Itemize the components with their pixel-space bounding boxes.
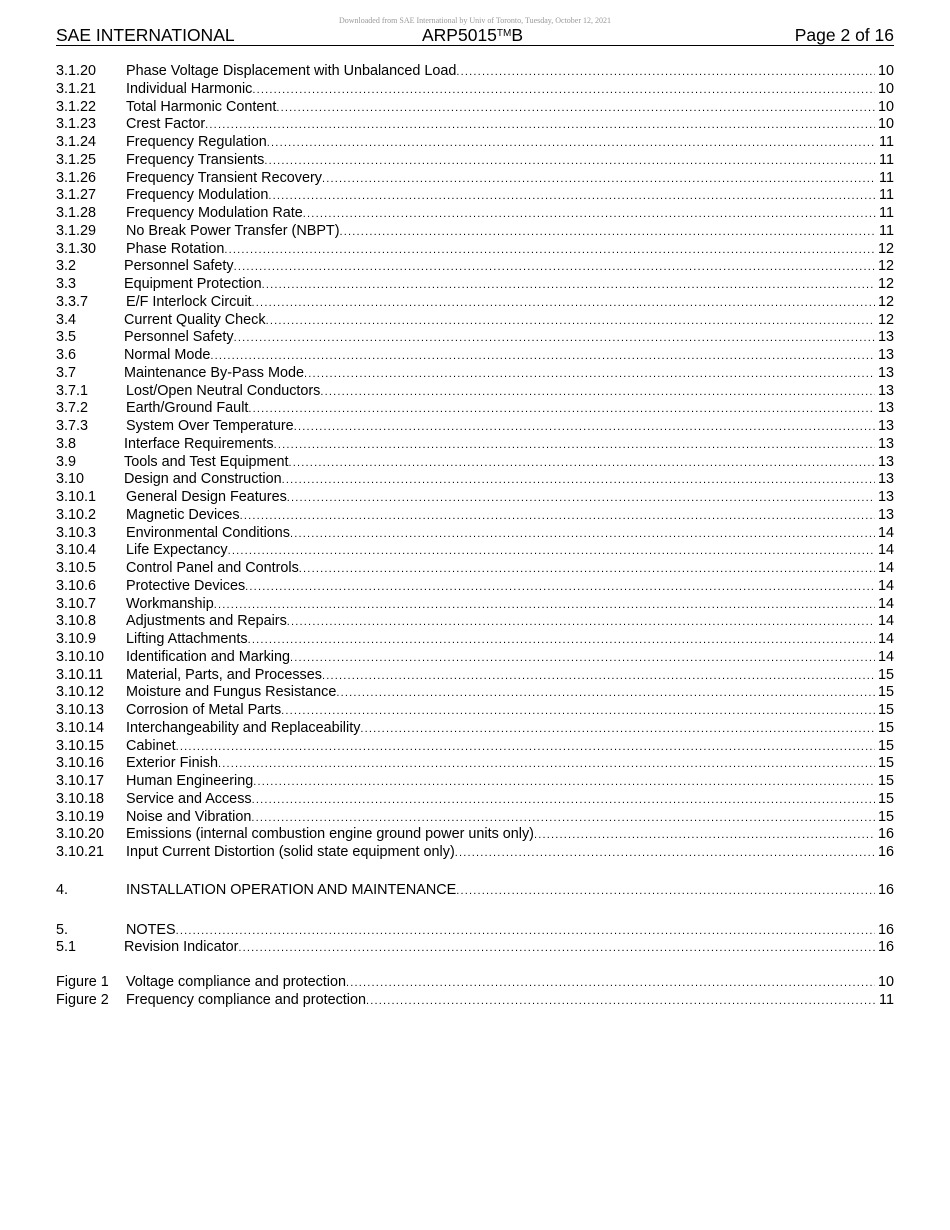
toc-entry-title: Equipment Protection (124, 276, 262, 292)
toc-entry-page: 16 (877, 826, 894, 843)
toc-entry-title: Phase Rotation (126, 240, 225, 257)
toc-entry-number: 3.1.25 (56, 151, 97, 168)
toc-entry-number: 3.1.24 (56, 134, 97, 150)
toc-entry-number: 3.10.12 (56, 684, 105, 701)
toc-entry-title: Frequency Modulation Rate (126, 205, 303, 221)
toc-entry-title: Environmental Conditions (126, 524, 290, 541)
toc-entry-number: 3.1.22 (56, 98, 97, 115)
toc-entry-page: 10 (877, 116, 894, 133)
toc-entry[interactable] (56, 312, 894, 330)
toc-entry-number: 3.10.20 (56, 826, 105, 843)
toc-entry-page: 11 (879, 222, 894, 239)
dot-leader (456, 64, 875, 82)
toc-entry-page: 14 (877, 595, 894, 612)
table-of-contents (56, 63, 894, 1010)
toc-entry-number: 3.1.20 (56, 63, 97, 79)
dot-leader (267, 135, 876, 153)
toc-entry-page: 13 (877, 435, 894, 452)
toc-entry-page: 12 (877, 276, 894, 292)
toc-entry[interactable] (56, 596, 894, 614)
toc-entry-title: Lost/Open Neutral Conductors (126, 382, 321, 399)
toc-entry-number: 3.7.1 (56, 382, 89, 399)
toc-entry[interactable] (56, 791, 894, 809)
trademark-mark: TM (496, 28, 512, 39)
dot-leader (294, 419, 875, 437)
toc-entry[interactable] (56, 116, 894, 134)
toc-entry-title: Revision Indicator (124, 939, 239, 956)
dot-leader (287, 614, 875, 632)
dot-leader (456, 883, 875, 901)
toc-entry-page: 14 (877, 577, 894, 594)
dot-leader (205, 117, 875, 135)
toc-entry-title: INSTALLATION OPERATION AND MAINTENANCE (126, 881, 457, 898)
toc-entry-title: General Design Features (126, 489, 287, 505)
toc-entry-title: NOTES (126, 921, 176, 938)
toc-entry-number: 3.1.26 (56, 169, 97, 186)
toc-entry[interactable] (56, 436, 894, 454)
toc-entry-title: Personnel Safety (124, 329, 234, 346)
toc-entry-number: 3.10.11 (56, 666, 103, 683)
toc-entry-number: 3.10.21 (56, 844, 105, 860)
toc-entry-number: 3.10.9 (56, 631, 97, 647)
dot-leader (218, 756, 875, 774)
toc-entry-title: Phase Voltage Displacement with Unbalanced Load (126, 63, 457, 79)
toc-entry[interactable] (56, 684, 894, 702)
dot-leader (268, 188, 876, 206)
toc-entry-page: 15 (877, 790, 894, 807)
toc-entry-number: 3.10.2 (56, 506, 97, 523)
toc-entry-title: Earth/Ground Fault (126, 400, 249, 417)
toc-entry-number: 3.1.30 (56, 240, 97, 257)
toc-entry-number: 3.5 (56, 329, 77, 346)
toc-entry[interactable] (56, 383, 894, 401)
toc-entry-page: 13 (877, 471, 894, 488)
dot-leader (287, 490, 875, 508)
toc-entry-number: 3.10.10 (56, 648, 105, 665)
toc-entry-title: Human Engineering (126, 773, 254, 789)
toc-entry-page: 15 (877, 773, 894, 789)
toc-entry-number: 3.10.1 (56, 489, 97, 505)
toc-entry[interactable] (56, 170, 894, 188)
toc-entry[interactable] (56, 507, 894, 525)
toc-entry[interactable] (56, 702, 894, 720)
toc-entry-page: 15 (877, 702, 894, 718)
toc-entry[interactable] (56, 471, 894, 489)
toc-entry-page: 13 (877, 347, 894, 363)
toc-entry-number: 3.10.19 (56, 808, 105, 825)
toc-entry-page: 12 (877, 258, 894, 275)
toc-entry-number: 3.1.23 (56, 116, 97, 133)
section-spacer (56, 862, 894, 882)
toc-entry[interactable] (56, 613, 894, 631)
toc-entry-page: 15 (877, 755, 894, 772)
dot-leader (251, 810, 875, 828)
toc-entry-page: 11 (879, 169, 894, 186)
toc-entry[interactable] (56, 258, 894, 276)
toc-entry-page: 14 (877, 542, 894, 559)
toc-entry-page: 11 (879, 991, 894, 1008)
toc-entry-page: 14 (877, 560, 894, 576)
toc-entry-number: 3.7 (56, 364, 77, 381)
toc-entry-title: Emissions (internal combustion engine ground power units only) (126, 826, 534, 843)
toc-entry-page: 15 (877, 684, 894, 701)
toc-entry-page: 15 (877, 666, 894, 683)
dot-leader (274, 437, 875, 455)
download-watermark: Downloaded from SAE International by Univ of Toronto, Tuesday, October 12, 2021 (338, 16, 612, 25)
toc-entry-title: Frequency Transients (126, 151, 265, 168)
toc-entry-title: Adjustments and Repairs (126, 613, 287, 630)
toc-entry-page: 10 (877, 974, 894, 990)
toc-entry-number: 3.10 (56, 471, 85, 488)
document-number: ARP5015™B (422, 25, 524, 45)
toc-entry-page: 14 (877, 631, 894, 647)
toc-entry[interactable] (56, 560, 894, 578)
toc-entry[interactable] (56, 542, 894, 560)
toc-entry[interactable] (56, 578, 894, 596)
toc-entry-title: Personnel Safety (124, 258, 234, 275)
dot-leader (252, 792, 875, 810)
toc-entry-number: 3.1.21 (56, 80, 97, 97)
toc-entry-title: Frequency Regulation (126, 134, 267, 150)
toc-entry-page: 11 (879, 205, 894, 221)
toc-entry-number: 3.6 (56, 347, 77, 363)
dot-leader (346, 975, 875, 993)
toc-entry[interactable] (56, 939, 894, 957)
toc-entry[interactable] (56, 667, 894, 685)
toc-entry[interactable] (56, 205, 894, 223)
toc-entry-title: Maintenance By-Pass Mode (124, 364, 304, 381)
dot-leader (276, 100, 875, 118)
toc-entry-number: Figure 2 (56, 991, 109, 1008)
toc-entry-number: 3.1.28 (56, 205, 97, 221)
toc-entry[interactable] (56, 223, 894, 241)
toc-entry-title: No Break Power Transfer (NBPT) (126, 222, 340, 239)
toc-entry-number: 3.10.15 (56, 737, 105, 754)
toc-entry-number: 3.3.7 (56, 293, 89, 310)
dot-leader (281, 703, 875, 721)
toc-entry[interactable] (56, 844, 894, 862)
toc-entry-page: 12 (877, 293, 894, 310)
page-indicator: Page 2 of 16 (794, 25, 894, 45)
toc-entry-title: Service and Access (126, 790, 252, 807)
toc-entry-title: Cabinet (126, 737, 176, 754)
dot-leader (234, 330, 875, 348)
toc-entry-title: Total Harmonic Content (126, 98, 277, 115)
toc-entry[interactable] (56, 99, 894, 117)
toc-entry-number: 3.10.4 (56, 542, 97, 559)
toc-entry-page: 11 (879, 187, 894, 204)
toc-entry-number: 3.10.17 (56, 773, 105, 789)
dot-leader (176, 739, 875, 757)
dot-leader (455, 845, 875, 863)
toc-entry-page: 16 (877, 881, 894, 898)
toc-entry-number: 3.7.2 (56, 400, 89, 417)
section-spacer (56, 957, 894, 974)
toc-entry-page: 14 (877, 648, 894, 665)
toc-entry-number: 3.1.27 (56, 187, 97, 204)
org-name: SAE INTERNATIONAL (56, 25, 235, 45)
toc-entry[interactable] (56, 826, 894, 844)
toc-entry-page: 16 (877, 921, 894, 938)
toc-entry-title: Magnetic Devices (126, 506, 240, 523)
toc-entry-page: 13 (877, 329, 894, 346)
toc-entry[interactable] (56, 489, 894, 507)
toc-entry-number: Figure 1 (56, 974, 109, 990)
toc-entry-number: 3.10.3 (56, 524, 97, 541)
toc-entry-page: 10 (877, 98, 894, 115)
toc-entry-title: Protective Devices (126, 577, 246, 594)
toc-entry[interactable] (56, 922, 894, 940)
toc-entry-number: 3.2 (56, 258, 77, 275)
dot-leader (228, 543, 875, 561)
dot-leader (282, 472, 875, 490)
toc-entry[interactable] (56, 134, 894, 152)
dot-leader (210, 348, 875, 366)
toc-entry-title: Corrosion of Metal Parts (126, 702, 282, 718)
toc-entry-page: 16 (877, 844, 894, 860)
toc-entry-title: Current Quality Check (124, 311, 266, 328)
toc-entry[interactable] (56, 329, 894, 347)
toc-entry-number: 3.10.13 (56, 702, 105, 718)
dot-leader (253, 774, 875, 792)
toc-entry-title: Frequency Transient Recovery (126, 169, 322, 186)
toc-entry-page: 13 (877, 506, 894, 523)
toc-entry[interactable] (56, 241, 894, 259)
toc-entry[interactable] (56, 187, 894, 205)
dot-leader (248, 401, 875, 419)
dot-leader (290, 650, 875, 668)
toc-entry[interactable] (56, 720, 894, 738)
toc-entry-number: 3.10.6 (56, 577, 97, 594)
dot-leader (320, 384, 875, 402)
toc-entry-number: 3.7.3 (56, 418, 89, 434)
dot-leader (340, 224, 877, 242)
section-spacer (56, 900, 894, 922)
toc-entry[interactable] (56, 454, 894, 472)
toc-entry-title: System Over Temperature (126, 418, 294, 434)
toc-entry-title: Life Expectancy (126, 542, 228, 559)
dot-leader (336, 685, 875, 703)
toc-entry-number: 3.9 (56, 453, 77, 470)
dot-leader (322, 668, 875, 686)
dot-leader (262, 277, 875, 295)
toc-entry[interactable] (56, 773, 894, 791)
toc-entry-number: 4. (56, 881, 69, 898)
dot-leader (534, 827, 875, 845)
toc-entry-number: 3.10.14 (56, 719, 105, 736)
dot-leader (248, 632, 875, 650)
toc-entry-number: 5.1 (56, 939, 77, 956)
toc-entry-title: Control Panel and Controls (126, 560, 299, 576)
dot-leader (234, 259, 875, 277)
toc-entry-page: 13 (877, 364, 894, 381)
toc-entry[interactable] (56, 365, 894, 383)
toc-entry-page: 12 (877, 240, 894, 257)
toc-entry-title: E/F Interlock Circuit (126, 293, 252, 310)
toc-entry[interactable] (56, 649, 894, 667)
toc-entry-page: 16 (877, 939, 894, 956)
toc-entry-page: 14 (877, 524, 894, 541)
toc-entry-title: Normal Mode (124, 347, 211, 363)
toc-entry-title: Workmanship (126, 595, 214, 612)
dot-leader (299, 561, 875, 579)
toc-entry-page: 15 (877, 737, 894, 754)
toc-entry-number: 3.10.16 (56, 755, 105, 772)
toc-entry-page: 13 (877, 418, 894, 434)
toc-entry-page: 11 (879, 151, 894, 168)
toc-entry-page: 13 (877, 489, 894, 505)
dot-leader (238, 940, 875, 958)
dot-leader (304, 366, 875, 384)
toc-entry-page: 13 (877, 400, 894, 417)
dot-leader (290, 526, 875, 544)
toc-entry-page: 10 (877, 80, 894, 97)
toc-entry-title: Input Current Distortion (solid state equipment only) (126, 844, 455, 860)
toc-entry[interactable] (56, 882, 894, 900)
toc-entry-page: 10 (877, 63, 894, 79)
toc-entry-page: 14 (877, 613, 894, 630)
toc-entry[interactable] (56, 992, 894, 1010)
toc-entry-title: Exterior Finish (126, 755, 218, 772)
toc-entry[interactable] (56, 294, 894, 312)
toc-entry[interactable] (56, 63, 894, 81)
toc-entry-number: 5. (56, 921, 69, 938)
toc-entry[interactable] (56, 418, 894, 436)
toc-entry-number: 3.10.18 (56, 790, 105, 807)
toc-entry[interactable] (56, 974, 894, 992)
toc-entry-title: Noise and Vibration (126, 808, 252, 825)
dot-leader (176, 923, 875, 941)
toc-entry-title: Frequency Modulation (126, 187, 269, 204)
dot-leader (240, 508, 875, 526)
dot-leader (252, 295, 875, 313)
toc-entry-title: Interchangeability and Replaceability (126, 719, 361, 736)
toc-entry-title: Interface Requirements (124, 435, 274, 452)
toc-entry-number: 3.10.5 (56, 560, 97, 576)
toc-entry-page: 12 (877, 311, 894, 328)
dot-leader (289, 455, 875, 473)
dot-leader (322, 171, 876, 189)
toc-entry[interactable] (56, 755, 894, 773)
toc-entry-page: 13 (877, 382, 894, 399)
toc-entry-title: Identification and Marking (126, 648, 290, 665)
dot-leader (266, 313, 875, 331)
toc-entry-title: Design and Construction (124, 471, 282, 488)
toc-entry-number: 3.10.7 (56, 595, 97, 612)
dot-leader (366, 993, 876, 1011)
toc-entry-page: 15 (877, 719, 894, 736)
toc-entry[interactable] (56, 347, 894, 365)
toc-entry-title: Lifting Attachments (126, 631, 248, 647)
toc-entry[interactable] (56, 525, 894, 543)
toc-entry-title: Moisture and Fungus Resistance (126, 684, 337, 701)
toc-entry-page: 13 (877, 453, 894, 470)
toc-entry[interactable] (56, 276, 894, 294)
toc-entry-number: 3.8 (56, 435, 77, 452)
toc-entry-title: Material, Parts, and Processes (126, 666, 322, 683)
toc-entry-number: 3.10.8 (56, 613, 97, 630)
dot-leader (252, 82, 875, 100)
toc-entry[interactable] (56, 400, 894, 418)
toc-entry-title: Individual Harmonic (126, 80, 253, 97)
toc-entry[interactable] (56, 631, 894, 649)
dot-leader (214, 597, 875, 615)
toc-entry-number: 3.1.29 (56, 222, 97, 239)
page-header (56, 23, 894, 46)
toc-entry-title: Crest Factor (126, 116, 206, 133)
toc-entry-title: Frequency compliance and protection (126, 991, 366, 1008)
toc-entry-number: 3.3 (56, 276, 77, 292)
dot-leader (303, 206, 876, 224)
dot-leader (264, 153, 876, 171)
dot-leader (245, 579, 875, 597)
toc-entry[interactable] (56, 738, 894, 756)
toc-entry-title: Voltage compliance and protection (126, 974, 347, 990)
toc-entry[interactable] (56, 81, 894, 99)
toc-entry[interactable] (56, 809, 894, 827)
dot-leader (224, 242, 875, 260)
toc-entry-page: 11 (879, 134, 894, 150)
dot-leader (360, 721, 875, 739)
toc-entry-page: 15 (877, 808, 894, 825)
toc-entry-number: 3.4 (56, 311, 77, 328)
toc-entry[interactable] (56, 152, 894, 170)
toc-entry-title: Tools and Test Equipment (124, 453, 289, 470)
